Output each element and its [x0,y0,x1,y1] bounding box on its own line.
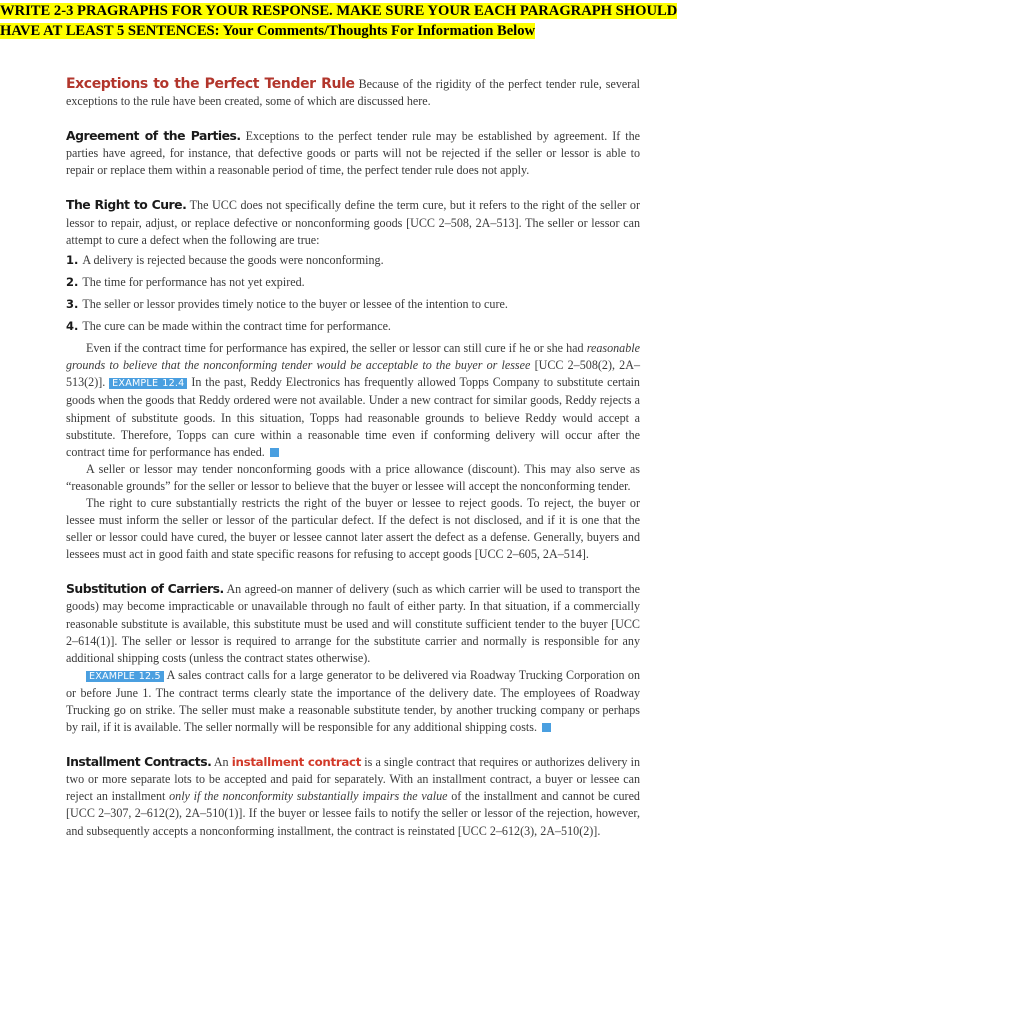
installment-heading: Installment Contracts. [66,754,212,770]
end-of-example-marker [542,723,551,732]
carriers-example-paragraph: EXAMPLE 12.5 A sales contract calls for a large generator to be delivered via Roadway Trucking Corporation on or before June 1. The contract terms clearly state the importance of the delivery date. The employees of Roadway Trucking go on strike. The seller must make a reasonable substitute tender, by another trucking company or perhaps by rail, if it is available. The seller normally will be responsible for any additional shipping costs. [66,667,640,735]
agreement-text: Exceptions to the perfect tender rule may be established by agreement. If the parties have agreed, for instance, that defective goods or parts will not be rejected if the seller or lessor is able to repair or replace them within a reasonable period of time, the perfect tender rule does not apply. [66,129,640,178]
carriers-text: An agreed-on manner of delivery (such as which carrier will be used to transport the goods) may become impracticable or unavailable through no fault of either party. In that situation, if a commercially reasonable substitute is available, this substitute must be used and will constitute sufficient tender to the buyer [UCC 2–614(1)]. The seller or lessor is required to arrange for the substitute carrier and normally is responsible for any additional shipping costs (unless the contract states otherwise). [66,582,640,665]
installment-paragraph: Installment Contracts. An installment contract is a single contract that requires or authorizes delivery in two or more separate lots to be accepted and paid for separately. With an installment contract, a buyer or lessee can reject an installment only if the nonconformity substantially impairs the value of the installment and cannot be cured [UCC 2–307, 2–612(2), 2A–510(1)]. If the buyer or lessee fails to notify the seller or lessor of the rejection, however, and subsequently accepts a nonconforming installment, the contract is reinstated [UCC 2–612(3), 2A–510(2)]. [66,754,641,838]
cure-heading: The Right to Cure. [66,197,187,213]
price-allowance-paragraph: A seller or lessor may tender nonconforming goods with a price allowance (discount). This may also serve as “reasonable grounds” for the seller or lessor to believe that the buyer or lessee will accept the nonconforming tender. [66,461,640,493]
carriers-paragraph [66,580,640,666]
agreement-heading: Agreement of the Parties. [66,128,241,144]
instruction-line-2: HAVE AT LEAST 5 SENTENCES: Your Comments/Thoughts For Information Below [0,23,536,39]
assignment-instruction [0,1,760,41]
list-item: 3. The seller or lessor provides timely notice to the buyer or lessee of the intention to cure. [66,296,508,311]
list-item: 4. The cure can be made within the contract time for performance. [66,319,391,334]
example-badge: EXAMPLE 12.4 [109,378,187,389]
example-badge: EXAMPLE 12.5 [86,671,164,682]
instruction-line-1: WRITE 2-3 PRAGRAPHS FOR YOUR RESPONSE. MAKE SURE YOUR EACH PARAGRAPH SHOULD [0,3,678,19]
carriers-heading: Substitution of Carriers. [66,581,224,597]
textbook-page [66,76,640,840]
cure-paragraph [66,196,640,248]
list-item: 1. A delivery is rejected because the goods were nonconforming. [66,252,384,267]
section-heading: Exceptions to the Perfect Tender Rule [66,76,355,92]
list-item: 2. The time for performance has not yet expired. [66,274,305,289]
key-term: installment contract [231,755,362,770]
cure-conditions-list [66,252,640,335]
cure-example-paragraph: Even if the contract time for performance has expired, the seller or lessor can still cure if he or she had reasonable grounds to believe that the nonconforming tender would be acceptable to the buyer or lessee [UCC 2–508(2), 2A–513(2)]. EXAMPLE 12.4 In the past, Reddy Electronics has frequently allowed Topps Company to substitute certain goods when the goods that Reddy ordered were not available. Under a new contract for similar goods, Reddy rejects a shipment of substitute goods. In this situation, Topps had reasonable grounds to believe Reddy would accept a substitute. Therefore, Topps can cure within a reasonable time even if conforming delivery will occur after the contract time for performance has ended. [66,341,640,459]
right-to-cure-restriction-paragraph: The right to cure substantially restricts the right of the buyer or lessee to reject goods. To reject, the buyer or lessee must inform the seller or lessor of the particular defect. If the defect is not disclosed, and if it is one that the seller or lessor could have cured, the buyer or lessee cannot later assert the defect as a defense. Generally, buyers and lessees must act in good faith and state specific reasons for refusing to accept goods [UCC 2–605, 2A–514]. [66,495,640,562]
agreement-paragraph [66,127,640,179]
end-of-example-marker [270,448,279,457]
intro-text: Because of the rigidity of the perfect tender rule, several exceptions to the rule have been created, some of which are discussed here. [66,77,640,109]
cure-text: The UCC does not specifically define the term cure, but it refers to the right of the seller or lessor to repair, adjust, or replace defective or nonconforming goods [UCC 2–508, 2A–513]. The seller or lessor can attempt to cure a defect when the following are true: [66,198,641,247]
intro-paragraph [66,76,640,110]
